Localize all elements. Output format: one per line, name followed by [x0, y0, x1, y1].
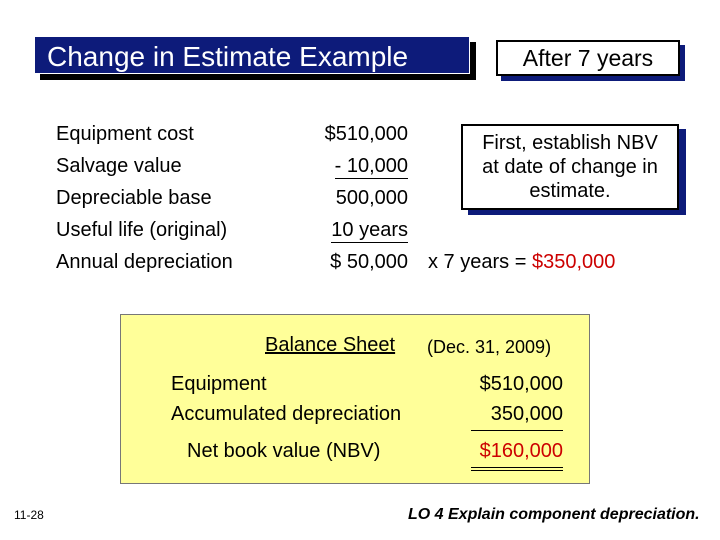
amount-salvage-value-value: - 10,000 [334, 155, 408, 177]
amount-equipment-cost [300, 118, 408, 150]
label-equipment-cost: Equipment cost [56, 123, 194, 145]
nbv-callout [461, 124, 679, 210]
bs-total-rule-2 [471, 470, 563, 471]
bs-label-equipment: Equipment [171, 373, 267, 395]
balance-sheet-panel [120, 314, 590, 484]
depreciation-labels [56, 118, 233, 278]
bs-value-net-book-value: $160,000 [479, 440, 563, 462]
slide-title: Change in Estimate Example [47, 41, 409, 72]
calc-result: $350,000 [531, 251, 616, 273]
amount-salvage-value [300, 150, 408, 182]
depreciation-amounts [300, 118, 408, 278]
label-depreciable-base: Depreciable base [56, 187, 212, 209]
bs-value-equipment: $510,000 [479, 373, 563, 395]
bs-label-accumulated-depreciation: Accumulated depreciation [171, 403, 402, 425]
balance-sheet-title: Balance Sheet [265, 334, 396, 356]
amount-depreciable-base-value: 500,000 [335, 187, 408, 209]
label-annual-depreciation: Annual depreciation [56, 251, 233, 273]
after-years-text: After 7 years [522, 45, 654, 71]
bs-value-accumulated-depreciation: 350,000 [490, 403, 563, 425]
accumulated-calc [428, 246, 615, 278]
amount-useful-life-value: 10 years [331, 219, 408, 241]
amount-annual-depreciation [300, 246, 408, 278]
balance-sheet-date: (Dec. 31, 2009) [427, 337, 552, 357]
title-bar [34, 36, 470, 74]
callout-line-1: First, establish NBV [482, 132, 658, 154]
callout-line-2: at date of change in [482, 156, 658, 178]
bs-label-net-book-value: Net book value (NBV) [187, 440, 381, 462]
amount-useful-life [300, 214, 408, 246]
amount-equipment-cost-value: $510,000 [324, 123, 408, 145]
label-useful-life: Useful life (original) [56, 219, 228, 241]
label-salvage-value: Salvage value [56, 155, 182, 177]
after-years-box [496, 40, 680, 76]
amount-depreciable-base [300, 182, 408, 214]
bs-subtotal-rule [471, 430, 563, 431]
amount-annual-depreciation-value: $ 50,000 [330, 251, 408, 273]
callout-line-3: estimate. [529, 180, 611, 202]
page-number: 11-28 [14, 508, 44, 522]
calc-prefix: x 7 years = [428, 251, 527, 273]
learning-objective: LO 4 Explain component depreciation. [408, 506, 700, 523]
bs-total-rule-1 [471, 467, 563, 468]
